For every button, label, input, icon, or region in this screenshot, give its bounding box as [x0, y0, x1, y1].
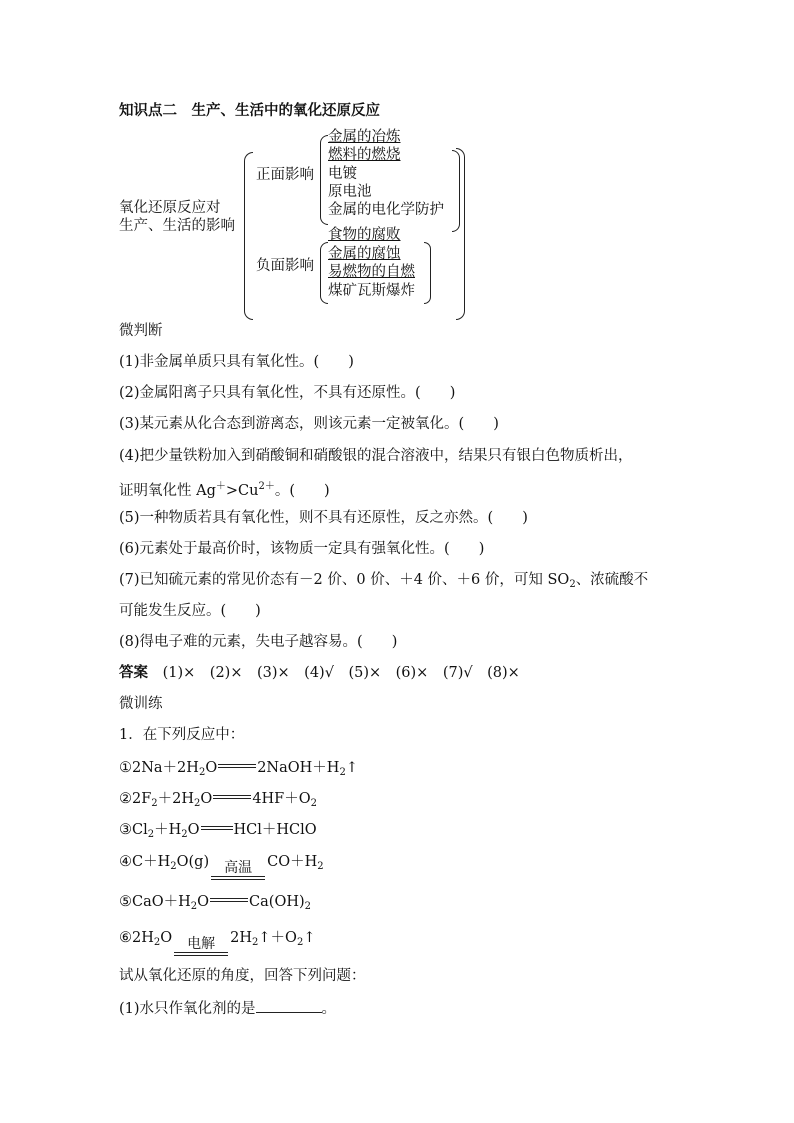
negative-item: 煤矿瓦斯爆炸: [328, 283, 415, 299]
answer-line: [119, 663, 520, 683]
reversible-sign: [201, 826, 233, 830]
tree-root-line1: 氧化还原反应对: [119, 200, 221, 216]
outer-right-brace: [456, 148, 465, 320]
negative-item: 易燃物的自燃: [328, 264, 415, 280]
reaction-2: $②2F_2+2H_2O$ $4HF+O_2$: [119, 791, 318, 809]
positive-item: 金属的冶炼: [328, 129, 401, 145]
reaction-4: $④C+H_2O(g)$ 高温 $CO+H_2$: [119, 852, 324, 880]
negative-right-brace: [424, 242, 431, 304]
negative-label: 负面影响: [256, 258, 314, 274]
answer-values: (1)× (2)× (3)× (4)√ (5)× (6)× (7)√ (8)×: [162, 665, 520, 681]
tree-root-line2: 生产、生活的影响: [119, 218, 235, 234]
judge-question-7-line2: 可能发生反应。( ): [119, 603, 261, 619]
judge-question-8: (8)得电子难的元素，失电子越容易。( ): [119, 634, 398, 650]
positive-item: 燃料的燃烧: [328, 147, 401, 163]
equals-sign: [210, 898, 248, 902]
judge-question-2: (2)金属阳离子只具有氧化性，不具有还原性。( ): [119, 385, 456, 401]
equals-sign: [213, 795, 251, 799]
positive-item: 金属的电化学防护: [328, 202, 444, 218]
train-subquestion-1: (1)水只作氧化剂的是 。: [119, 998, 336, 1019]
reaction-6: $⑥2H_2O$ 电解 $2H_2↑+O_2↑$: [119, 928, 315, 956]
negative-brace: [320, 242, 328, 304]
train-question-1: 1．在下列反应中：: [119, 727, 245, 743]
negative-item: 金属的腐蚀: [328, 246, 401, 262]
reaction-5: $⑤CaO+H_2O$ $Ca(OH)_2$: [119, 894, 312, 912]
positive-item: 电镀: [328, 166, 357, 182]
judge-heading: 微判断: [119, 323, 163, 339]
judge-question-5: (5)一种物质若具有氧化性，则不具有还原性，反之亦然。( ): [119, 510, 528, 526]
judge-question-7-line1: (7)已知硫元素的常见价态有－2 价、0 价、＋4 价、＋6 价，可知 $SO_2$、浓硫酸不: [119, 572, 649, 590]
judge-question-3: (3)某元素从化合态到游离态，则该元素一定被氧化。( ): [119, 416, 499, 432]
reaction-condition: 高温: [211, 860, 265, 880]
answer-blank[interactable]: [256, 998, 322, 1013]
positive-item: 原电池: [328, 184, 372, 200]
root-brace: [244, 152, 253, 320]
positive-brace: [320, 135, 328, 225]
equals-sign: [218, 764, 256, 768]
train-instruction: 试从氧化还原的角度，回答下列问题：: [119, 968, 366, 984]
reaction-condition: 电解: [174, 936, 228, 956]
judge-question-4-line2: 证明氧化性 $Ag^+>Cu^{2+}$。( ): [119, 481, 330, 499]
reaction-1: $①2Na+2H_2O$ $2NaOH+H_2↑$: [119, 760, 358, 778]
judge-question-6: (6)元素处于最高价时，该物质一定具有强氧化性。( ): [119, 541, 485, 557]
judge-question-1: (1)非金属单质只具有氧化性。( ): [119, 354, 354, 370]
reaction-3: $③Cl_2+H_2O$ HCl＋HClO: [119, 822, 317, 840]
judge-question-4-line1: (4)把少量铁粉加入到硝酸铜和硝酸银的混合溶液中，结果只有银白色物质析出，: [119, 448, 633, 464]
section-title: 知识点二 生产、生活中的氧化还原反应: [119, 102, 380, 119]
influence-tree: [0, 0, 794, 330]
negative-item: 食物的腐败: [328, 227, 401, 243]
positive-label: 正面影响: [256, 167, 314, 183]
answer-label: 答案: [119, 664, 148, 681]
train-heading: 微训练: [119, 696, 163, 712]
